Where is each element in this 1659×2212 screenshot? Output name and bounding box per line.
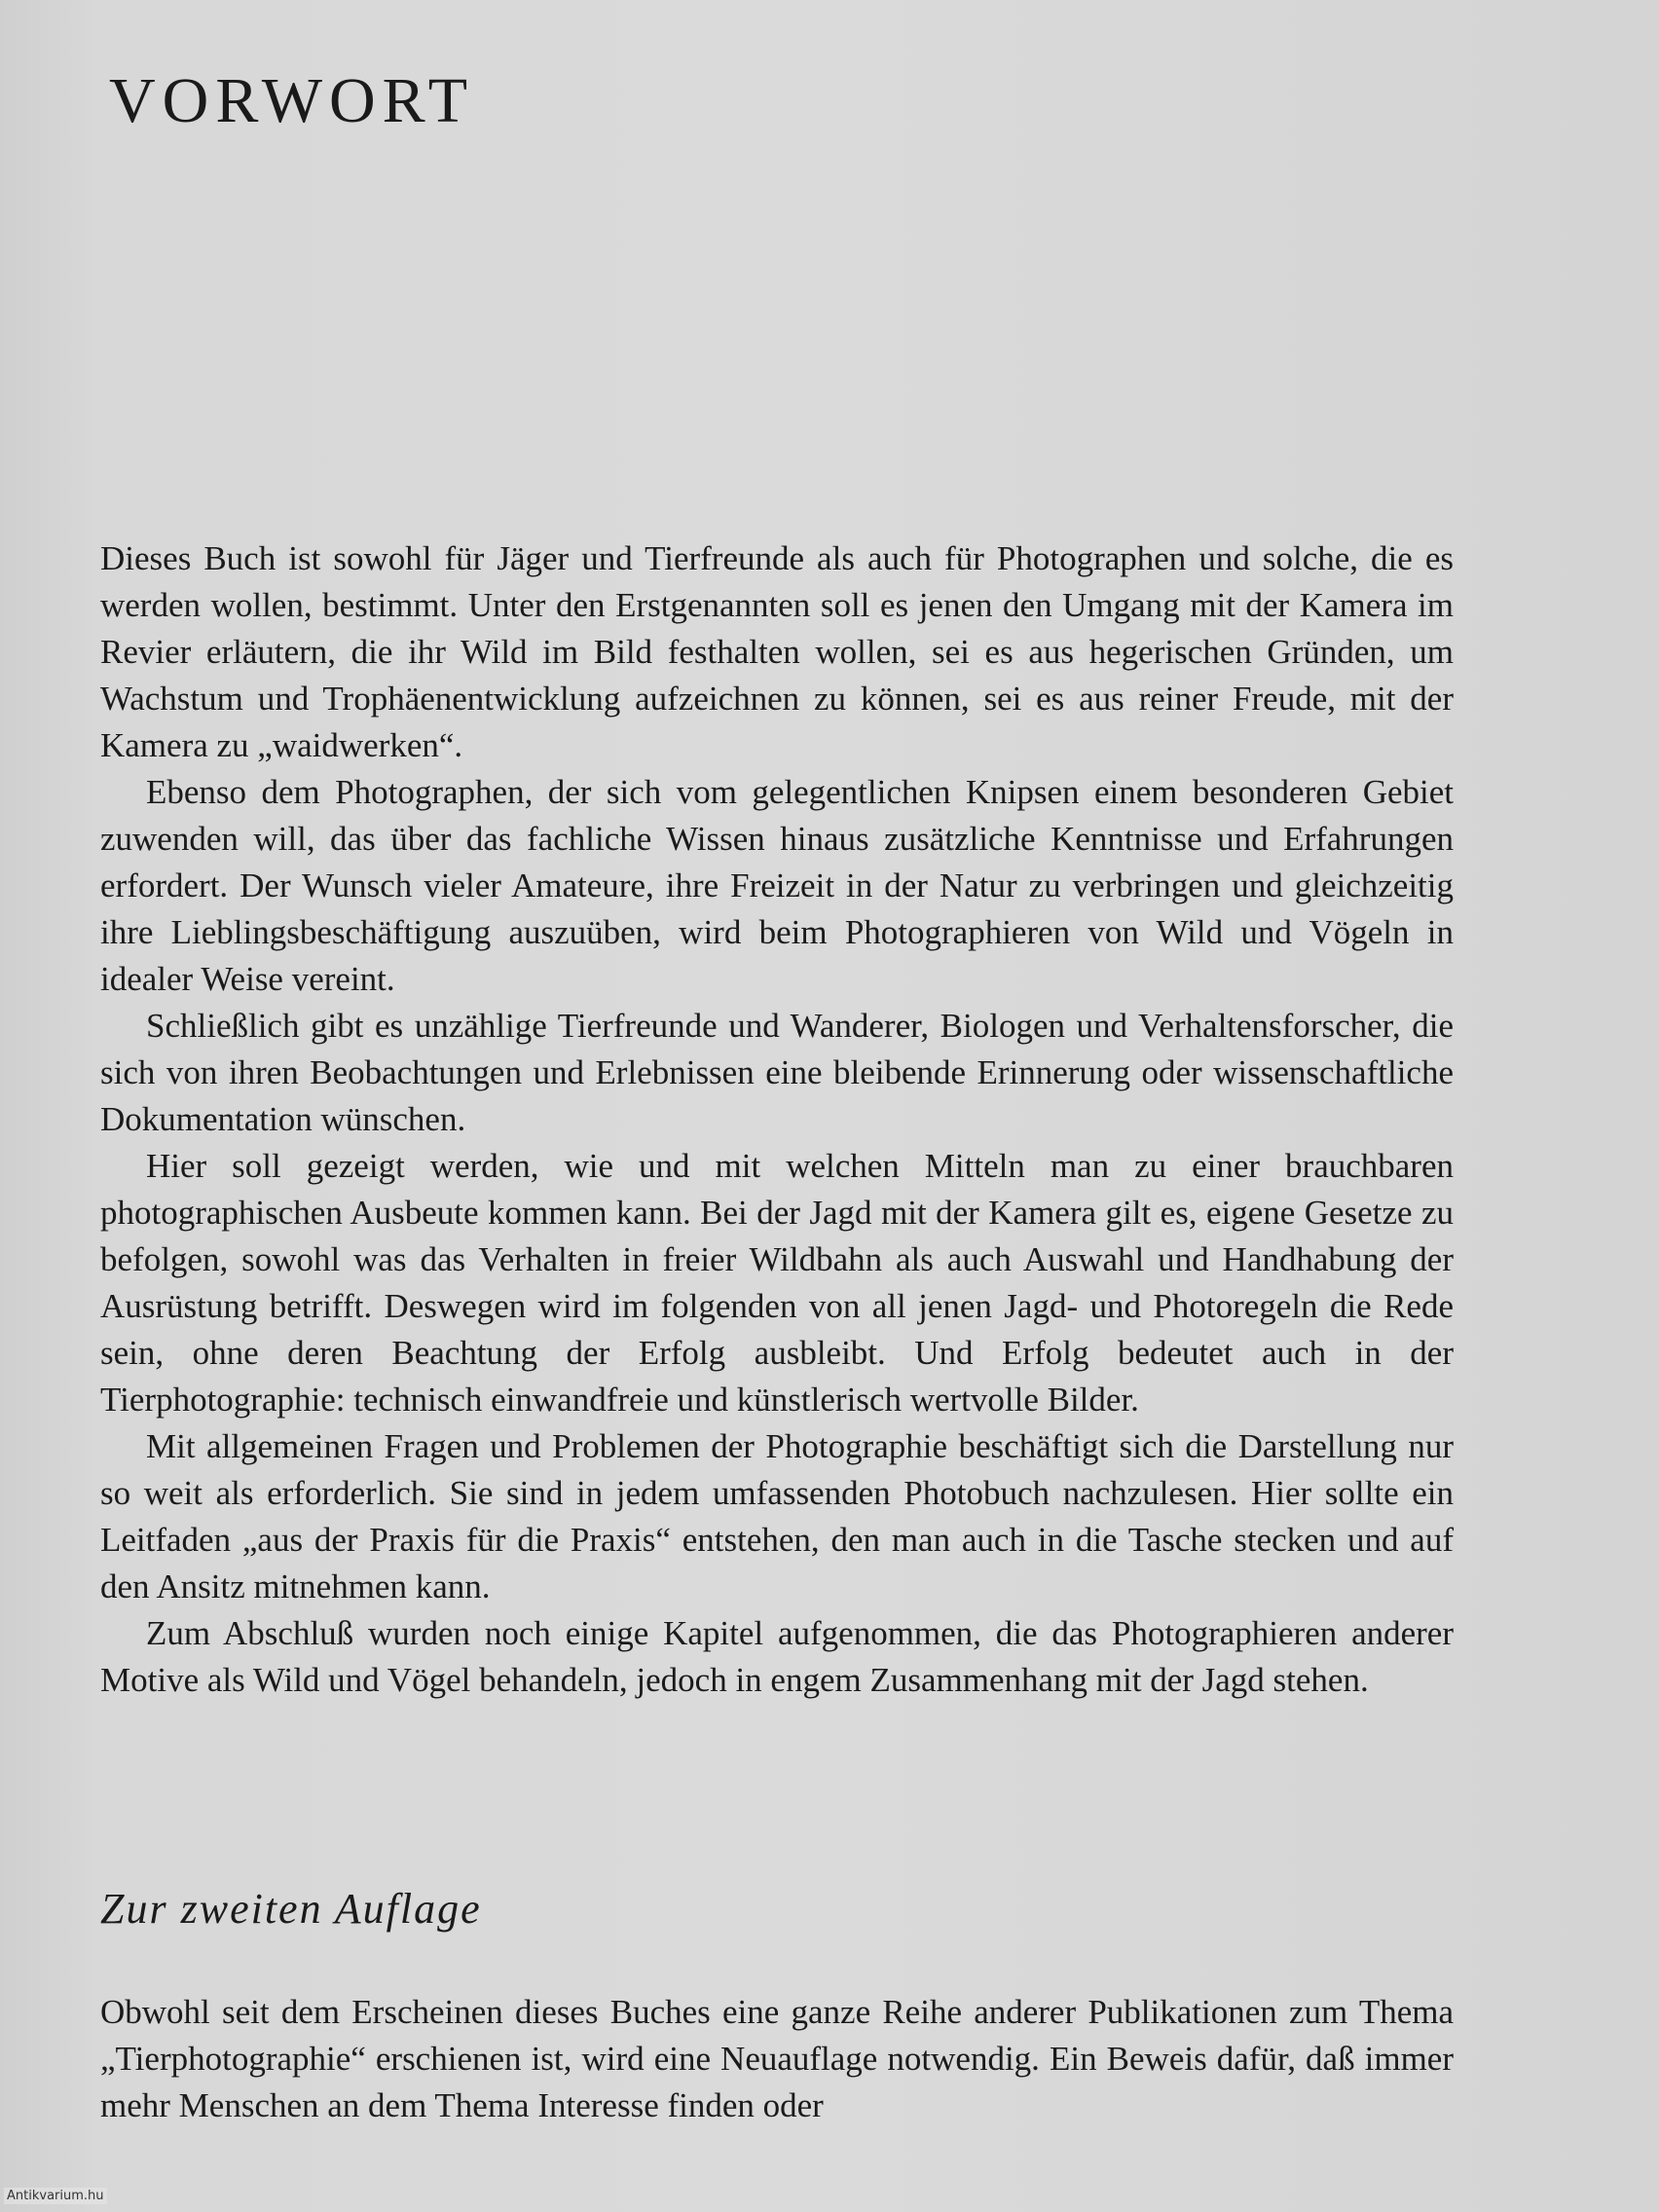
paragraph: Mit allgemeinen Fragen und Problemen der Photographie beschäftigt sich die Darstellung nur so weit als erforderlich. Sie sind in jedem umfassenden Photobuch nachzulesen. Hier sollte ein Leitfaden „aus der Praxis für die Praxis“ entstehen, den man auch in die Tasche stecken und auf den Ansitz mitnehmen kann. xyxy=(100,1427,1454,1605)
preface-body xyxy=(100,535,1454,1704)
paragraph: Schließlich gibt es unzählige Tierfreunde und Wanderer, Biologen und Verhaltensforscher, die sich von ihren Beobachtungen und Erlebnissen eine bleibende Erinnerung oder wissenschaftliche Dokumentation wünschen. xyxy=(100,1007,1454,1138)
paragraph: Dieses Buch ist sowohl für Jäger und Tierfreunde als auch für Photographen und solche, die es werden wollen, bestimmt. Unter den Erstgenannten soll es jenen den Umgang mit der Kamera im Revier erläutern, die ihr Wild im Bild festhalten wollen, sei es aus hegerischen Gründen, um Wachstum und Trophäenentwicklung aufzeichnen zu können, sei es aus reiner Freude, mit der Kamera zu „waidwerken“. xyxy=(100,539,1454,764)
second-edition-body xyxy=(100,1989,1454,2129)
paragraph: Ebenso dem Photographen, der sich vom gelegentlichen Knipsen einem besonderen Gebiet zuwenden will, das über das fachliche Wissen hinaus zusätzliche Kenntnisse und Erfahrungen erfordert. Der Wunsch vieler Amateure, ihre Freizeit in der Natur zu verbringen und gleichzeitig ihre Lieblingsbeschäftigung auszuüben, wird beim Photographieren von Wild und Vögeln in idealer Weise vereint. xyxy=(100,773,1454,998)
paragraph: Hier soll gezeigt werden, wie und mit welchen Mitteln man zu einer brauchbaren photographischen Ausbeute kommen kann. Bei der Jagd mit der Kamera gilt es, eigene Gesetze zu befolgen, sowohl was das Verhalten in freier Wildbahn als auch Auswahl und Handhabung der Ausrüstung betrifft. Deswegen wird im folgenden von all jenen Jagd- und Photoregeln die Rede sein, ohne deren Beachtung der Erfolg ausbleibt. Und Erfolg bedeutet auch in der Tierphotographie: technisch einwandfreie und künstlerisch wertvolle Bilder. xyxy=(100,1147,1454,1419)
watermark: Antikvarium.hu xyxy=(4,2188,107,2204)
section-heading: Zur zweiten Auflage xyxy=(100,1885,482,1933)
paragraph: Zum Abschluß wurden noch einige Kapitel aufgenommen, die das Photographieren anderer Motive als Wild und Vögel behandeln, jedoch in engem Zusammenhang mit der Jagd stehen. xyxy=(100,1614,1454,1699)
paragraph: Obwohl seit dem Erscheinen dieses Buches eine ganze Reihe anderer Publikationen zum Thema „Tierphotographie“ erschienen ist, wird eine Neuauflage notwendig. Ein Beweis dafür, daß immer mehr Menschen an dem Thema Interesse finden oder xyxy=(100,1993,1454,2124)
page-title: VORWORT xyxy=(109,65,475,136)
